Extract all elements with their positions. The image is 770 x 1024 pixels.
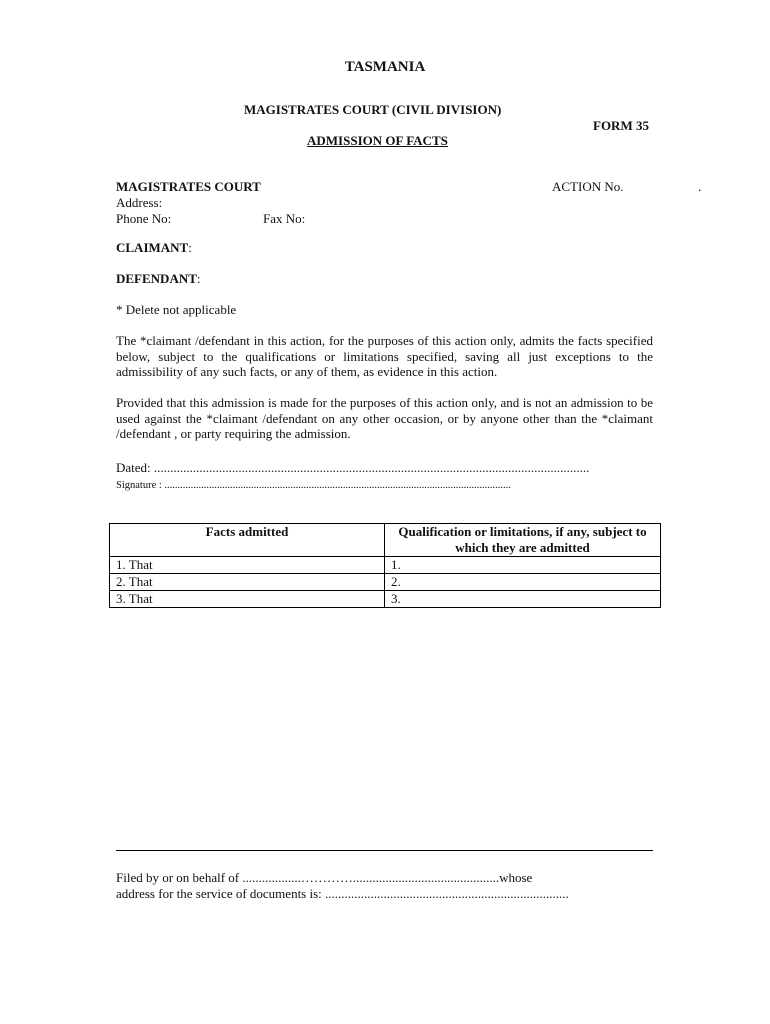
signature-line[interactable]: Signature : .................................................................................................................................... [116,480,511,491]
table-row [110,591,661,608]
qualification-cell[interactable]: 3. [385,591,661,608]
qualification-cell[interactable]: 2. [385,574,661,591]
table-row [110,574,661,591]
qualification-cell[interactable]: 1. [385,557,661,574]
court-label: MAGISTRATES COURT [116,179,261,194]
table-row [110,557,661,574]
fax-label: Fax No: [263,211,306,226]
delete-note: * Delete not applicable [116,302,237,317]
admission-paragraph: The *claimant /defendant in this action, for the purposes of this action only, admits the facts specified below, subject to the qualifications or limitations specified, saving all just exceptions to the admissibility of any such facts, or any of them, as evidence in this action. [116,333,653,380]
facts-table [109,523,661,608]
dated-line[interactable]: Dated: ...................................................................................................................................... [116,460,590,475]
fact-cell[interactable]: 3. That [110,591,385,608]
defendant-line [116,271,201,287]
qualification-header: Qualification or limitations, if any, subject to which they are admitted [385,524,661,557]
proviso-paragraph: Provided that this admission is made for the purposes of this action only, and is not an admission to be used against the *claimant /defendant on any other occasion, or by anyone other than the *claimant /defendant , or party requiring the admission. [116,395,653,442]
fact-cell[interactable]: 1. That [110,557,385,574]
action-number-field[interactable]: . [698,179,702,194]
filed-by-line[interactable]: Filed by or on behalf of ..................………….............................................whose [116,870,533,885]
address-label: Address: [116,195,163,210]
defendant-colon: : [196,271,201,286]
form-number: FORM 35 [593,118,649,133]
fact-cell[interactable]: 2. That [110,574,385,591]
defendant-label: DEFENDANT [116,271,197,286]
table-header-row [110,524,661,557]
claimant-label: CLAIMANT [116,240,189,255]
court-division-heading: MAGISTRATES COURT (CIVIL DIVISION) [244,102,502,117]
phone-label: Phone No: [116,211,172,226]
service-address-line[interactable]: address for the service of documents is: ........................................................................... [116,886,569,901]
form-title: ADMISSION OF FACTS [307,133,448,148]
claimant-colon: : [188,240,192,255]
action-number-label: ACTION No. [552,179,624,194]
claimant-line [116,240,192,256]
state-title: TASMANIA [344,59,426,75]
footer-divider [116,850,653,851]
facts-admitted-header: Facts admitted [110,524,385,557]
